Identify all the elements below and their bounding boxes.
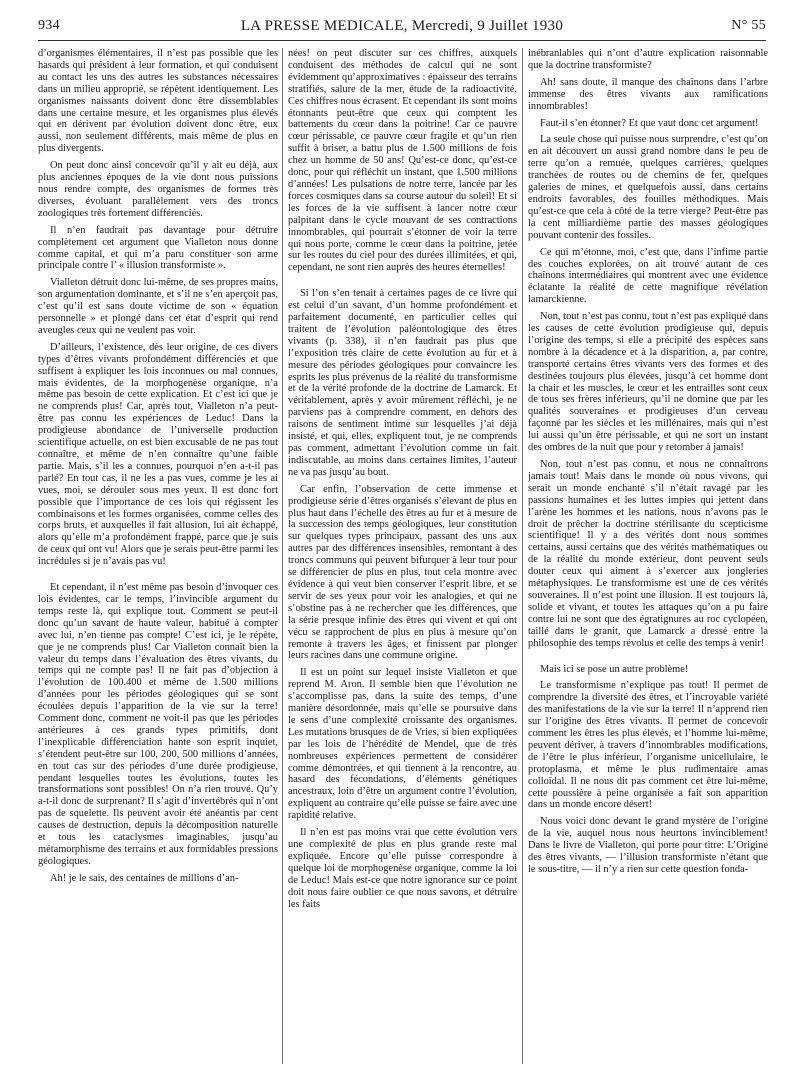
text-column-3: [528, 48, 768, 1064]
paragraph: Mais ici se pose un autre problème!: [540, 663, 689, 675]
column-divider: [282, 48, 283, 1064]
paragraph: d’organismes élémentaires, il n’est pas possible que les hasards qui président à leur formation, et qui conduisent au contact les uns des autres les substances nécessaires dans un milieu approprié, se répètent identiquement. Les organismes naissants doivent donc être dissemblables dans une certaine mesure, et les organismes plus élevés qui en dérivent par évolution doivent donc être, eux aussi, non seulement différents, mais même de plus en plus divergents.: [38, 48, 278, 155]
paragraph: Le transformisme n’explique pas tout! Il permet de comprendre la diversité des êtres, et l’incroyable variété des manifestations de la vie sur la terre! Il n’apprend rien sur l’origine des êtres vivants. Il permet de concevoir comment les êtres les plus élevés, et l’homme lui-même, peuvent dériver, à travers d’innombrables modifications, de l’être le plus inférieur, l’organisme unicellulaire, le protoplasma, et même le plus rudimentaire amas colloïdal. Il ne nous dit pas comment cet être lui-même, cette poussière à peine organisée a fait son apparition dans un monde encore désert!: [528, 680, 768, 811]
text-column-1: [38, 48, 278, 1064]
paragraph: D’ailleurs, l’existence, dès leur origine, de ces divers types d’êtres vivants profondément différenciés et que suffisent à expliquer les lois inconnues ou mal connues, mais évidentes, de la morphogenèse organique, n’a même pas besoin de cette explication. Et c’est ici que je ne comprends plus! Car, après tout, Vialleton n’a peut-être pas connu les expériences de Leduc! Dans la prodigieuse abondance de l’universelle production scientifique actuelle, on est bien excusable de ne pas tout connaître, et même de n’en connaître qu’une faible partie. Mais, s’il les a connues, pourquoi n’en a-t-il pas parlé? En tout cas, il ne les a pas vues, comme je les ai vues, moi, se dérouler sous mes yeux. Il est donc fort possible que l’importance de ces lois qui régissent les combinaisons et les formes organisées, comme celles des corps bruts, et auxquelles il fait allusion, lui ait échappé, alors qu’elle m’a profondément frappé, parce que je suis de ceux qui ont vu! Alors que je serais peut-être parmi les incrédules si je n’avais pas vu!: [38, 341, 278, 568]
paragraph: Car enfin, l’observation de cette immense et prodigieuse série d’êtres organisés s’élevant de plus en plus haut dans l’échelle des êtres au fur et à mesure de la succession des temps géologiques, leur constitution sur quelques types principaux, passant des uns aux autres par des différences insensibles, remontant à des troncs communs qui peuvent bifurquer à leur tour pour se différencier de plus en plus, tout cela montre avec évidence à qui veut bien conserver l’esprit libre, et se servir de ses yeux pour voir les analogies, et qui ne s’obstine pas à ne rechercher que les différences, que la série presque infinie des êtres qui vivent et qui ont vécu se rapprochent de plus en plus à mesure qu’on remonte à travers les âges, et finissent par plonger leurs racines dans une commune origine.: [288, 483, 517, 662]
paragraph: Non, tout n’est pas connu, et nous ne connaîtrons jamais tout! Mais dans le monde où nous vivons, qui serait un monde enchanté s’il n’était ravagé par les passions humaines et les luttes impies qui jettent dans l’arène les hommes et les nations, nous n’avons pas le droit de prêcher la doctrine stérilisante du scepticisme scientifique! Il y a des vérités dont nous sommes certains, aussi certains que des vérités mathématiques ou de la réalité du monde extérieur, dont peuvent seuls douter ceux qui aiment à s’exercer aux jongleries métaphysiques. Le transformisme est une de ces vérités souveraines. Il n’est point une illusion. Il est toujours là, solide et vivant, et toutes les attaques qu’on a pu faire contre lui ne sont que des égratignures au roc cyclopéen, taillé dans le granit, que Lamarck a dressé entre la philosophie des temps révolus et celle des temps à venir!: [528, 459, 768, 649]
paragraph: Vialleton détruit donc lui-même, de ses propres mains, son argumentation dominante, et s’il ne s’en aperçoit pas, c’est qu’il est sans doute victime de son « équation personnelle » et plongé dans cet état d’esprit qui rend aveugles ceux qui ne veulent pas voir.: [38, 277, 278, 336]
paragraph: Ce qui m’étonne, moi, c’est que, dans l’infime partie des couches explorées, on ait trouvé autant de ces chaînons intermédiaires qui montrent avec une évidence éclatante la réalité de cette magnifique révélation lamarckienne.: [528, 246, 768, 306]
paragraph: Ah! je le sais, des centaines de millions d’an-: [50, 872, 239, 884]
paragraph: Ah! sans doute, il manque des chaînons dans l’arbre immense des êtres vivants aux ramifications innombrables!: [528, 76, 768, 112]
paragraph: Si l’on s’en tenait à certaines pages de ce livre qui est celui d’un savant, d’un homme profondément et parfaitement documenté, en particulier celles qui traitent de l’évolution paléontologique des êtres vivants (p. 338), il n’en faudrait pas plus que l’exposition très claire de cette évolution au fur et à mesure des périodes géologiques pour convaincre les esprits les plus prévenus de la réalité du transformisme et de la vérité profonde de la doctrine de Lamarck. Et véritablement, après y avoir mûrement réfléchi, je ne parviens pas à comprendre comment, en dehors des raisons de sentiment intime sur lesquelles j’ai déjà insisté, et qui, elles, expliquent tout, je ne comprends pas comment, admettant l’évolution comme un fait indiscutable, au moins dans certaines limites, l’auteur ne va pas jusqu’au bout.: [288, 288, 517, 478]
paragraph: Et cependant, il n’est même pas besoin d’invoquer ces lois évidentes, car le temps, l’invincible argument du temps reste là, qui explique tout. Comment se peut-il donc qu’un savant de haute valeur, habitué à compter avec lui, n’en tienne pas compte! C’est ici, je le répète, que je ne comprends plus! Car Vialleton connaît bien la valeur du temps dans l’évaluation des êtres vivants, du temps qui ne compte pas! Il ne fait pas d’objection à l’évolution de 100.400 et même de 1.500 millions d’années pour les périodes géologiques qui se sont écoulées depuis l’apparition de la vie sur la terre! Comment donc, comment ne voit-il pas que les périodes antérieures à ces grands types primitifs, dont l’inexplicable différenciation hante son esprit inquiet, s’étendent peut-être sur 100, 200, 500 millions d’années, en tout cas sur des périodes d’une durée prodigieuse, pendant lesquelles toutes les évolutions, toutes les transformations sont possibles! On n’a rien trouvé. Qu’y a-t-il donc de surprenant? Il s’agit d’invertébrés qui n’ont pas de squelette. Ils peuvent avoir été anéantis par cent causes de destruction, depuis la décomposition naturelle et tous les cataclysmes imaginables, jusqu’au métamorphisme des terrains et aux formidables pressions géologiques.: [38, 582, 278, 867]
paragraph: Nous voici donc devant le grand mystère de l’origine de la vie, auquel nous nous heurtons invinciblement! Dans le livre de Vialleton, qui porte pour titre: L’Origine des êtres vivants, — l’illusion transformiste n’étant que le sous-titre, — il n’y a rien sur cette question fonda-: [528, 816, 768, 875]
paragraph: Il n’en faudrait pas davantage pour détruire complètement cet argument que Vialleton nous donne comme capital, et qui m’a paru constituer son arme principale contre l’ « illusion transformiste ».: [38, 224, 278, 272]
paragraph: Il n’en est pas moins vrai que cette évolution vers une complexité de plus en plus grande reste mal expliquée. Encore qu’elle puisse correspondre à quelque loi de morphogenèse organique, comme la loi de Leduc! Mais est-ce que notre ignorance sur ce point doit nous faire oublier ce que nous savons, et détruire les faits: [288, 827, 517, 910]
text-column-2: [288, 48, 517, 1064]
running-header: [38, 14, 766, 41]
page-number: 934: [38, 18, 60, 33]
paragraph: Faut-il s’en étonner? Et que vaut donc cet argument!: [540, 117, 759, 129]
column-divider: [522, 48, 523, 1064]
paragraph: La seule chose qui puisse nous surprendre, c’est qu’on en ait découvert un aussi grand nombre dans le peu de terre qu’on a remuée, quelques carrières, quelques tranchées de routes ou de chemins de fer, quelques galeries de mines, et quelquefois aussi, dans certains endroits favorables, des fouilles méthodiques. Mais qu’est-ce que cela à côté de la terre vierge? Peut-être pas la cent milliardième partie des masses géologiques pouvant contenir des fossiles.: [528, 134, 768, 241]
journal-title: LA PRESSE MEDICALE, Mercredi, 9 Juillet 1930: [240, 18, 564, 34]
paragraph: inébranlables qui n’ont d’autre explication raisonnable que la doctrine transformiste?: [528, 48, 768, 71]
paragraph: Il est un point sur lequel insiste Vialleton et que reprend M. Aron. Il semble bien que l’évolution ne s’accomplisse pas, dans la suite des temps, d’une manière désordonnée, mais qu’elle se poursuive dans le sens d’une complexité croissante des organismes. Les mutations brusques de de Vries, si bien expliquées par les lois de l’hérédité de Mendel, que de très nombreuses expériences permettent de considérer comme démontrées, et qui tiennent à la rencontre, au hasard des fécondations, d’éléments génétiques ancestraux, loin d’être un argument contre l’évolution, expliquent au contraire qu’elle puisse se faire avec une rapidité relative.: [288, 667, 517, 822]
issue-number: N° 55: [731, 18, 766, 33]
paragraph: nées! on peut discuter sur ces chiffres, auxquels conduisent des méthodes de calcul qui ne sont évidemment qu’approximatives : épaisseur des terrains stratifiés, salure de la mer, étude de la radioactivité. Ces chiffres nous écrasent. Et cependant ils sont moins étonnants peut-être que ceux qui comptent les battements du cœur dans la poitrine! Car ce pauvre cœur périssable, ce pauvre cœur fragile et qu’un rien suffit à briser, a battu plus de 1.500 millions de fois chez un homme de 50 ans! Qu’est-ce donc, qu’est-ce donc, pour qui réfléchit un instant, que 1.500 millions d’années! Les pulsations de notre terre, lancée par les forces cosmiques dans sa course autour du soleil! Et si les forces de la vie suffisent à lancer notre cœur palpitant dans le cycle mouvant de ses contractions innombrables, qui pourrait s’étonner de voir la terre qui nous porte, comme le cœur dans la poitrine, jetée sur les routes du ciel pour des durées illimitées, et qui, cependant, ne sont rien auprès des heures éternelles!: [288, 48, 517, 274]
paragraph: Non, tout n’est pas connu, tout n’est pas expliqué dans les causes de cette évolution prodigieuse qui, depuis l’origine des temps, si elle a précipité des espèces sans nombre à la décadence et à la disparition, a, par contre, transporté certains êtres vivants vers des formes et des destinées toujours plus élevées, jusqu’à cet homme dont la chair et les muscles, le cœur et les entrailles sont ceux de tous ses frères inférieurs, qu’il ne domine que par les qualités souveraines et prodigieuses d’un cerveau façonné par les siècles et les millénaires, mais qui n’est lui aussi qu’un être périssable, et qui ne sort un instant des ombres de la nuit que pour y retomber à jamais!: [528, 311, 768, 454]
paragraph: On peut donc ainsi concevoir qu’il y ait eu déjà, aux plus anciennes époques de la vie dont nous puissions nous rendre compte, des organismes de formes très diverses, évoluant parallèlement vers des troncs zoologiques très fortement différenciés.: [38, 160, 278, 219]
